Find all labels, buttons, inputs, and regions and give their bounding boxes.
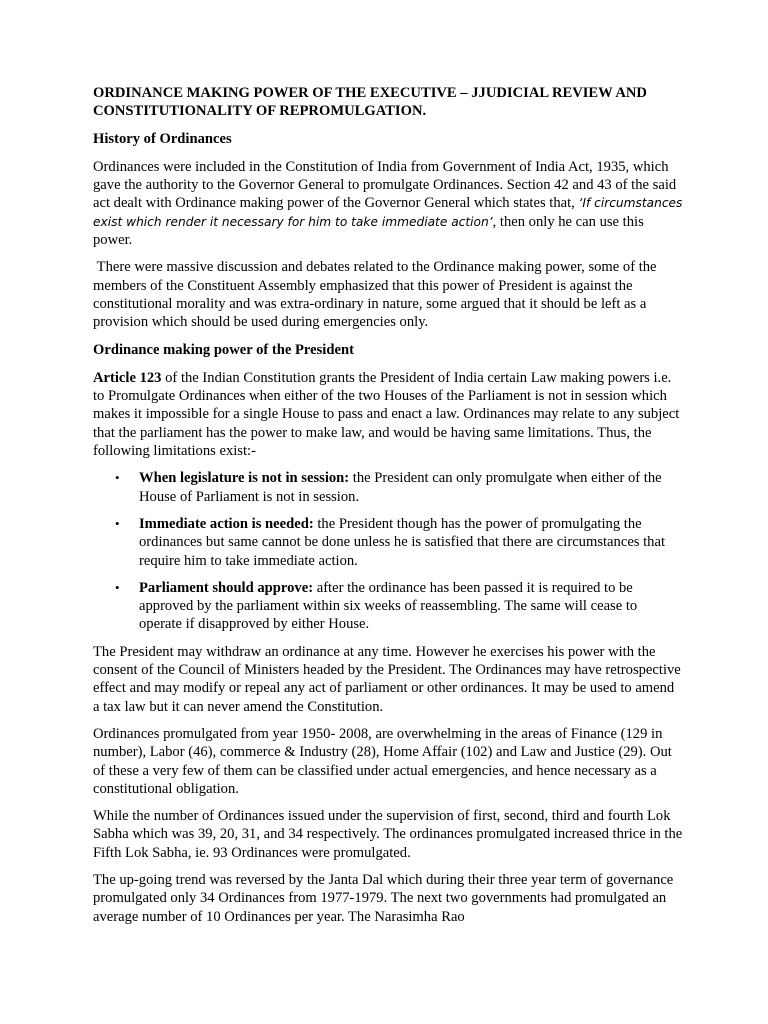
list-item — [93, 515, 683, 570]
withdraw-paragraph: The President may withdraw an ordinance at any time. However he exercises his power with the consent of the Council of Ministers headed by the President. The Ordinances may have retrospective effect and may modify or repeal any act of parliament or other ordinances. It may be used to amend a tax law but it can never amend the Constitution. — [93, 643, 681, 715]
bullet-icon: • — [115, 470, 120, 486]
bullet-label: Parliament should approve: — [139, 579, 314, 596]
document-title: ORDINANCE MAKING POWER OF THE EXECUTIVE – JJUDICIAL REVIEW AND CONSTITUTIONALITY OF REPROMULGATION. — [93, 85, 647, 120]
lok-sabha-paragraph: While the number of Ordinances issued under the supervision of first, second, third and fourth Lok Sabha which was 39, 20, 31, and 34 respectively. The ordinances promulgated increased thrice in the Fifth Lok Sabha, ie. 93 Ordinances were promulgated. — [93, 808, 683, 861]
bullet-text: after the ordinance has been passed it is required to be approved by the parliament within six weeks of reassembling. The same will cease to operate if disapproved by either House. — [139, 579, 638, 633]
history-text-after: , then only he can use this power. — [93, 213, 644, 249]
bullet-text: the President can only promulgate when either of the House of Parliament is not in session. — [139, 470, 662, 505]
article-paragraph — [93, 369, 683, 460]
history-heading: History of Ordinances — [93, 130, 232, 147]
history-paragraph — [93, 158, 683, 249]
limitations-list — [93, 469, 683, 633]
article-text: of the Indian Constitution grants the President of India certain Law making powers i.e. to Promulgate Ordinances when either of the two Houses of the Parliament is not in session which makes it impossible for a single House to pass and enact a law. Ordinances may relate to any subject that the parliament has the power to make law, and would be having same limitations. Thus, the following limitations exist:- — [93, 369, 680, 460]
article-label: Article 123 — [93, 369, 162, 386]
history-text-before: Ordinances were included in the Constitution of India from Government of India Act, 1935, which gave the authority to the Governor General to promulgate Ordinances. Section 42 and 43 of the said act dealt with Ordinance making power of the Governor General which states that, — [93, 158, 677, 212]
bullet-icon: • — [115, 515, 120, 531]
debate-paragraph: There were massive discussion and debates related to the Ordinance making power, some of the members of the Constituent Assembly emphasized that this power of President is against the constitutional morality and was extra-ordinary in nature, some argued that it should be left as a provision which should be used during emergencies only. — [93, 259, 661, 331]
bullet-label: Immediate action is needed: — [139, 515, 314, 532]
janta-paragraph: The up-going trend was reversed by the Janta Dal which during their three year term of governance promulgated only 34 Ordinances from 1977-1979. The next two governments had promulgated an average number of 10 Ordinances per year. The Narasimha Rao — [93, 871, 674, 925]
list-item — [93, 469, 683, 506]
document-page — [93, 84, 683, 935]
president-heading: Ordinance making power of the President — [93, 341, 354, 358]
list-item — [93, 579, 683, 634]
history-quote: ‘If circumstances exist which render it necessary for him to take immediate action’ — [93, 196, 683, 229]
stats-paragraph: Ordinances promulgated from year 1950- 2008, are overwhelming in the areas of Finance (129 in number), Labor (46), commerce & Industry (28), Home Affair (102) and Law and Justice (29). Out of these a very few of them can be classified under actual emergencies, and hence necessary as a constitutional obligation. — [93, 725, 672, 797]
bullet-icon: • — [115, 579, 120, 595]
bullet-text: the President though has the power of promulgating the ordinances but same cannot be done unless he is satisfied that there are circumstances that require him to take immediate action. — [139, 515, 666, 569]
bullet-label: When legislature is not in session: — [139, 470, 350, 487]
